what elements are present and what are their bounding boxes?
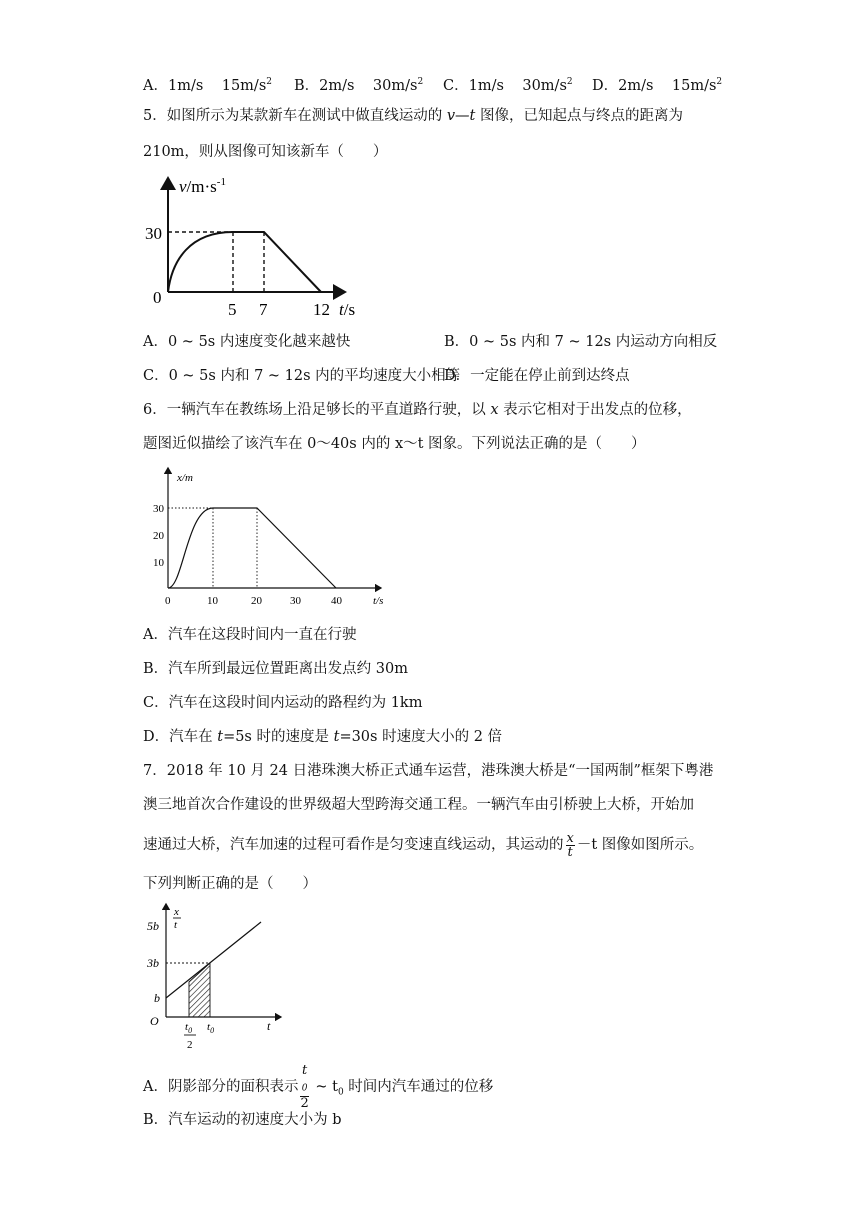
q6-xt-graph xyxy=(145,462,395,612)
q5-xtick-5: 5 xyxy=(228,300,237,319)
q6-ytick-30: 30 xyxy=(153,503,164,515)
q6-xtick-40: 40 xyxy=(331,595,342,607)
q6-ytick-20: 20 xyxy=(153,530,164,542)
q7-ylabel-den: t xyxy=(174,919,178,931)
q7-ytick-3b: 3b xyxy=(147,956,159,970)
q7-option-a: A．阴影部分的面积表示 t $_0$ 2 ~ $t_0$ 时间内汽车通过的位移 xyxy=(143,1063,494,1111)
q5-ylabel: $v/m\cdot s^{-1}$ xyxy=(179,176,226,196)
q7-origin: O xyxy=(150,1014,159,1028)
q6-option-c: C．汽车在这段时间内运动的路程约为 1km xyxy=(143,695,423,711)
q6-option-a: A．汽车在这段时间内一直在行驶 xyxy=(143,627,357,643)
q7-stem-line3: 速通过大桥，汽车加速的过程可看作是匀变速直线运动，其运动的 $\frac{x}{t}$ －t 图像如图所示。 xyxy=(143,830,704,860)
q7-option-b: B．汽车运动的初速度大小为 b xyxy=(143,1112,342,1128)
q7-ytick-5b: 5b xyxy=(147,919,159,933)
q7-xt-t-graph xyxy=(145,900,285,1056)
q6-stem-line1: 6．一辆汽车在教练场上沿足够长的平直道路行驶，以 x 表示它相对于出发点的位移， xyxy=(143,402,692,418)
q6-xtick-0: 0 xyxy=(165,595,171,607)
q7-xtick-half-den: 2 xyxy=(187,1039,193,1051)
q6-curve xyxy=(168,508,336,588)
q4-option-a: A．1m/s $15m/s^2$ xyxy=(143,77,272,94)
q4-option-d: D．2m/s $15m/s^2$ xyxy=(592,77,723,94)
q5-ytick-30: 30 xyxy=(145,224,162,243)
q6-xtick-10: 10 xyxy=(207,595,218,607)
q7-fraction-x-over-t: $\frac{x}{t}$ xyxy=(566,830,574,860)
q7-xtick-t0: $t_0$ xyxy=(207,1021,215,1035)
q7-xlabel: t xyxy=(267,1019,271,1033)
q5-vt-graph xyxy=(145,172,375,322)
q5-option-c: C．0 ~ 5s 内和 7 ~ 12s 内的平均速度大小相等 xyxy=(143,368,461,384)
q7-ylabel-num: x xyxy=(174,906,179,918)
q5-xtick-12: 12 xyxy=(313,300,330,319)
q6-option-d: D．汽车在 t=5s 时的速度是 t=30s 时速度大小的 2 倍 xyxy=(143,729,503,745)
q6-stem-line2: 题图近似描绘了该汽车在 0～40s 内的 x～t 图象。下列说法正确的是（ ） xyxy=(143,436,646,452)
q7-stem-line4: 下列判断正确的是（ ） xyxy=(143,876,317,892)
q7-line xyxy=(166,922,261,998)
q6-option-b: B．汽车所到最远位置距离出发点约 30m xyxy=(143,661,408,677)
q5-xtick-7: 7 xyxy=(259,300,268,319)
q5-xlabel: t/s xyxy=(339,300,356,319)
q7-ytick-b: b xyxy=(154,991,160,1005)
q6-xtick-30: 30 xyxy=(290,595,301,607)
q5-stem-line1: 5．如图所示为某款新车在测试中做直线运动的 v—t 图像，已知起点与终点的距离为 xyxy=(143,108,683,124)
q7-stem-line1: 7．2018 年 10 月 24 日港珠澳大桥正式通车运营，港珠澳大桥是“一国两制”框架下粤港 xyxy=(143,763,714,779)
q5-option-d: D．一定能在停止前到达终点 xyxy=(444,368,630,384)
q6-xtick-20: 20 xyxy=(251,595,262,607)
q6-ytick-10: 10 xyxy=(153,557,164,569)
q7-stem-line2: 澳三地首次合作建设的世界级超大型跨海交通工程。一辆汽车由引桥驶上大桥，开始加 xyxy=(143,797,694,813)
q4-option-b: B．2m/s $30m/s^2$ xyxy=(294,77,424,94)
q5-stem-line2: 210m，则从图像可知该新车（ ） xyxy=(143,144,388,160)
q5-option-a: A．0 ~ 5s 内速度变化越来越快 xyxy=(143,334,351,350)
q5-option-b: B．0 ~ 5s 内和 7 ~ 12s 内运动方向相反 xyxy=(444,334,718,350)
q6-xlabel: t/s xyxy=(373,595,384,607)
q5-origin: 0 xyxy=(153,288,162,307)
q7-option-a-fraction: t $_0$ 2 xyxy=(300,1063,309,1111)
q4-option-c: C．1m/s $30m/s^2$ xyxy=(443,77,573,94)
q7-xtick-half-t0: $t_0$ xyxy=(185,1021,193,1035)
q5-curve xyxy=(168,232,321,292)
q6-ylabel: x/m xyxy=(177,472,193,484)
